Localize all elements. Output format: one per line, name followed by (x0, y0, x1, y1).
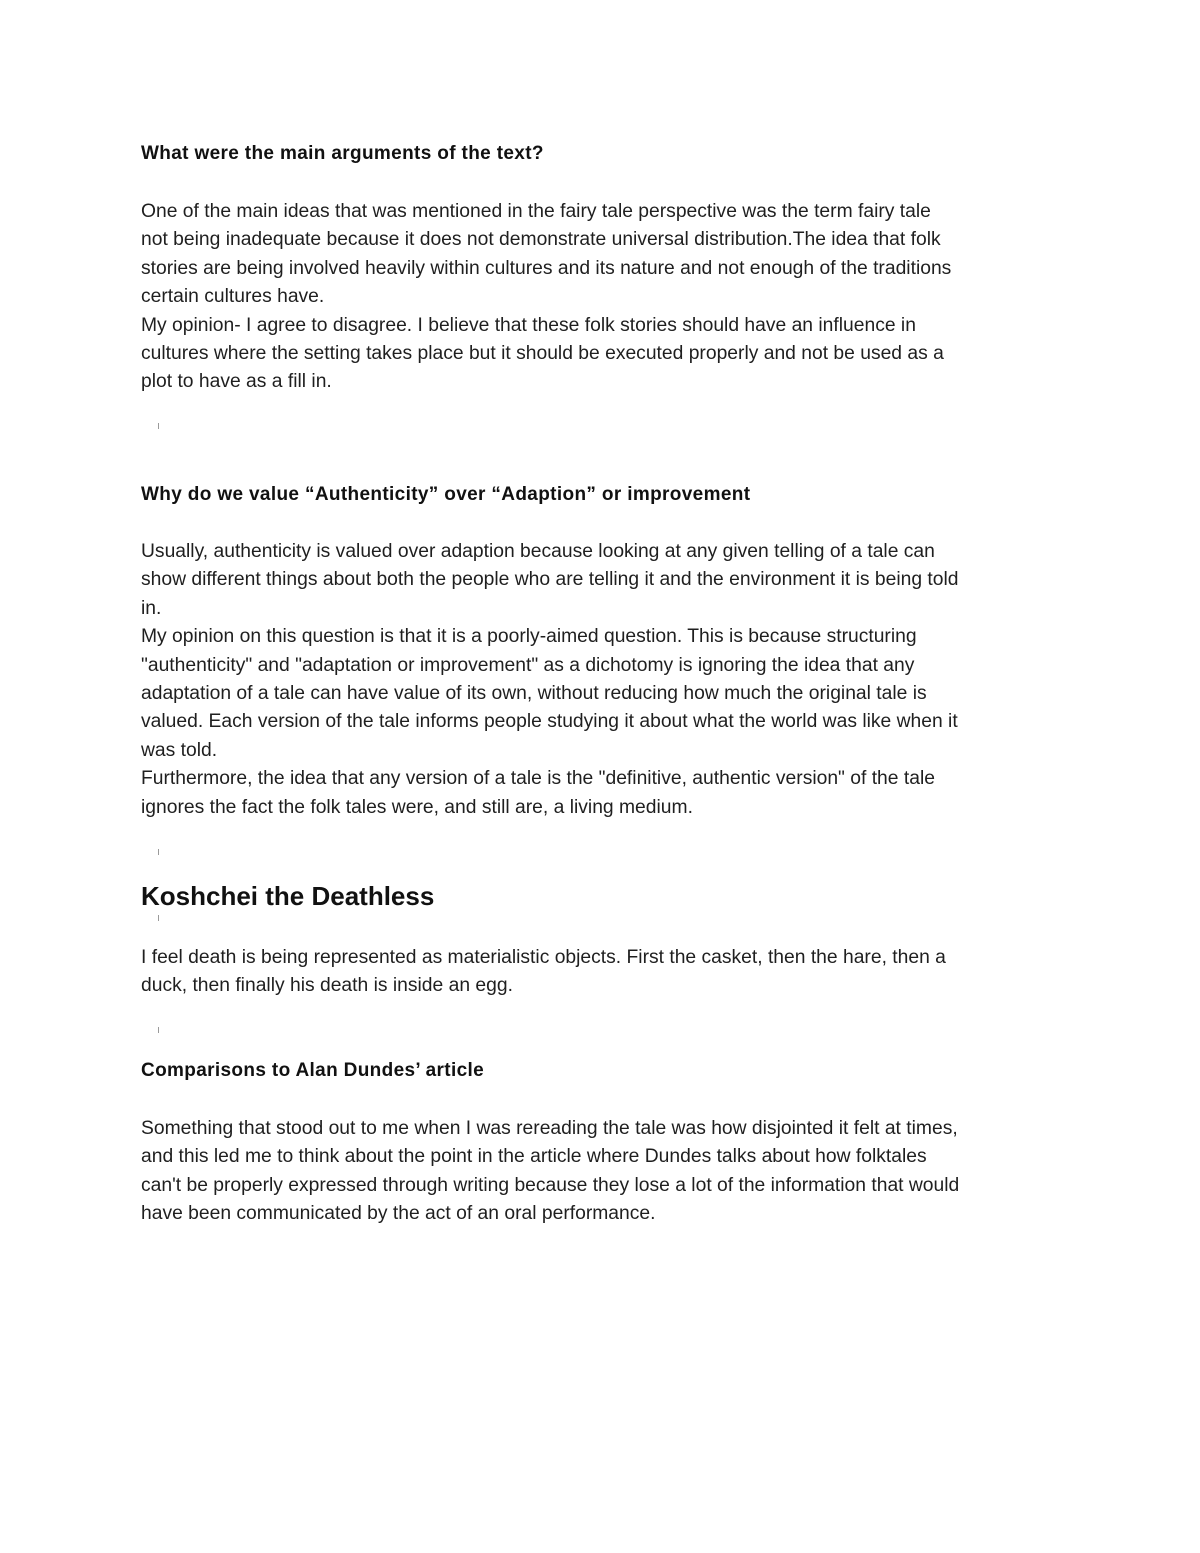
text-line: show different things about both the people who are telling it and the environment it is being told (141, 569, 959, 591)
paragraph-marker (158, 915, 159, 921)
text-line: I feel death is being represented as materialistic objects. First the casket, then the hare, then a (141, 947, 946, 968)
text-line: duck, then finally his death is inside an egg. (141, 975, 513, 997)
text-line: can't be properly expressed through writing because they lose a lot of the information that would (141, 1174, 960, 1196)
section-heading-authenticity: Why do we value “Authenticity” over “Adaption” or improvement (141, 484, 751, 505)
text-line: plot to have as a fill in. (141, 371, 332, 393)
text-line: My opinion- I agree to disagree. I believe that these folk stories should have an influence in (141, 314, 916, 336)
text-line: One of the main ideas that was mentioned in the fairy tale perspective was the term fairy tale (141, 201, 931, 222)
text-line: ignores the fact the folk tales were, and still are, a living medium. (141, 796, 693, 818)
paragraph-main-arguments (141, 198, 1066, 397)
text-line: was told. (141, 739, 218, 761)
section-heading-main-arguments: What were the main arguments of the text? (141, 143, 544, 164)
text-line: Something that stood out to me when I was rereading the tale was how disjointed it felt at times, (141, 1118, 958, 1139)
text-line: Usually, authenticity is valued over adaption because looking at any given telling of a tale can (141, 541, 935, 562)
text-line: in. (141, 597, 162, 619)
text-line: My opinion on this question is that it is a poorly-aimed question. This is because structuring (141, 626, 917, 648)
paragraph-authenticity (141, 538, 1066, 822)
paragraph-koshchei (141, 944, 1066, 1001)
text-line: valued. Each version of the tale informs people studying it about what the world was like when it (141, 711, 958, 733)
text-line: cultures where the setting takes place but it should be executed properly and not be used as a (141, 343, 944, 365)
text-line: "authenticity" and "adaptation or improvement" as a dichotomy is ignoring the idea that any (141, 654, 915, 676)
paragraph-marker (158, 849, 159, 855)
paragraph-dundes (141, 1115, 1066, 1229)
section-title-koshchei: Koshchei the Deathless (141, 881, 435, 911)
paragraph-marker (158, 1027, 159, 1033)
section-heading-dundes: Comparisons to Alan Dundes’ article (141, 1060, 485, 1081)
text-line: not being inadequate because it does not demonstrate universal distribution.The idea that folk (141, 229, 941, 251)
text-line: Furthermore, the idea that any version of a tale is the "definitive, authentic version" of the tale (141, 768, 935, 790)
text-line: adaptation of a tale can have value of its own, without reducing how much the original tale is (141, 683, 927, 705)
text-line: have been communicated by the act of an oral performance. (141, 1203, 656, 1225)
text-line: stories are being involved heavily within cultures and its nature and not enough of the traditions (141, 257, 952, 279)
paragraph-marker (158, 423, 159, 429)
text-line: certain cultures have. (141, 286, 325, 308)
text-line: and this led me to think about the point in the article where Dundes talks about how folktales (141, 1146, 927, 1168)
